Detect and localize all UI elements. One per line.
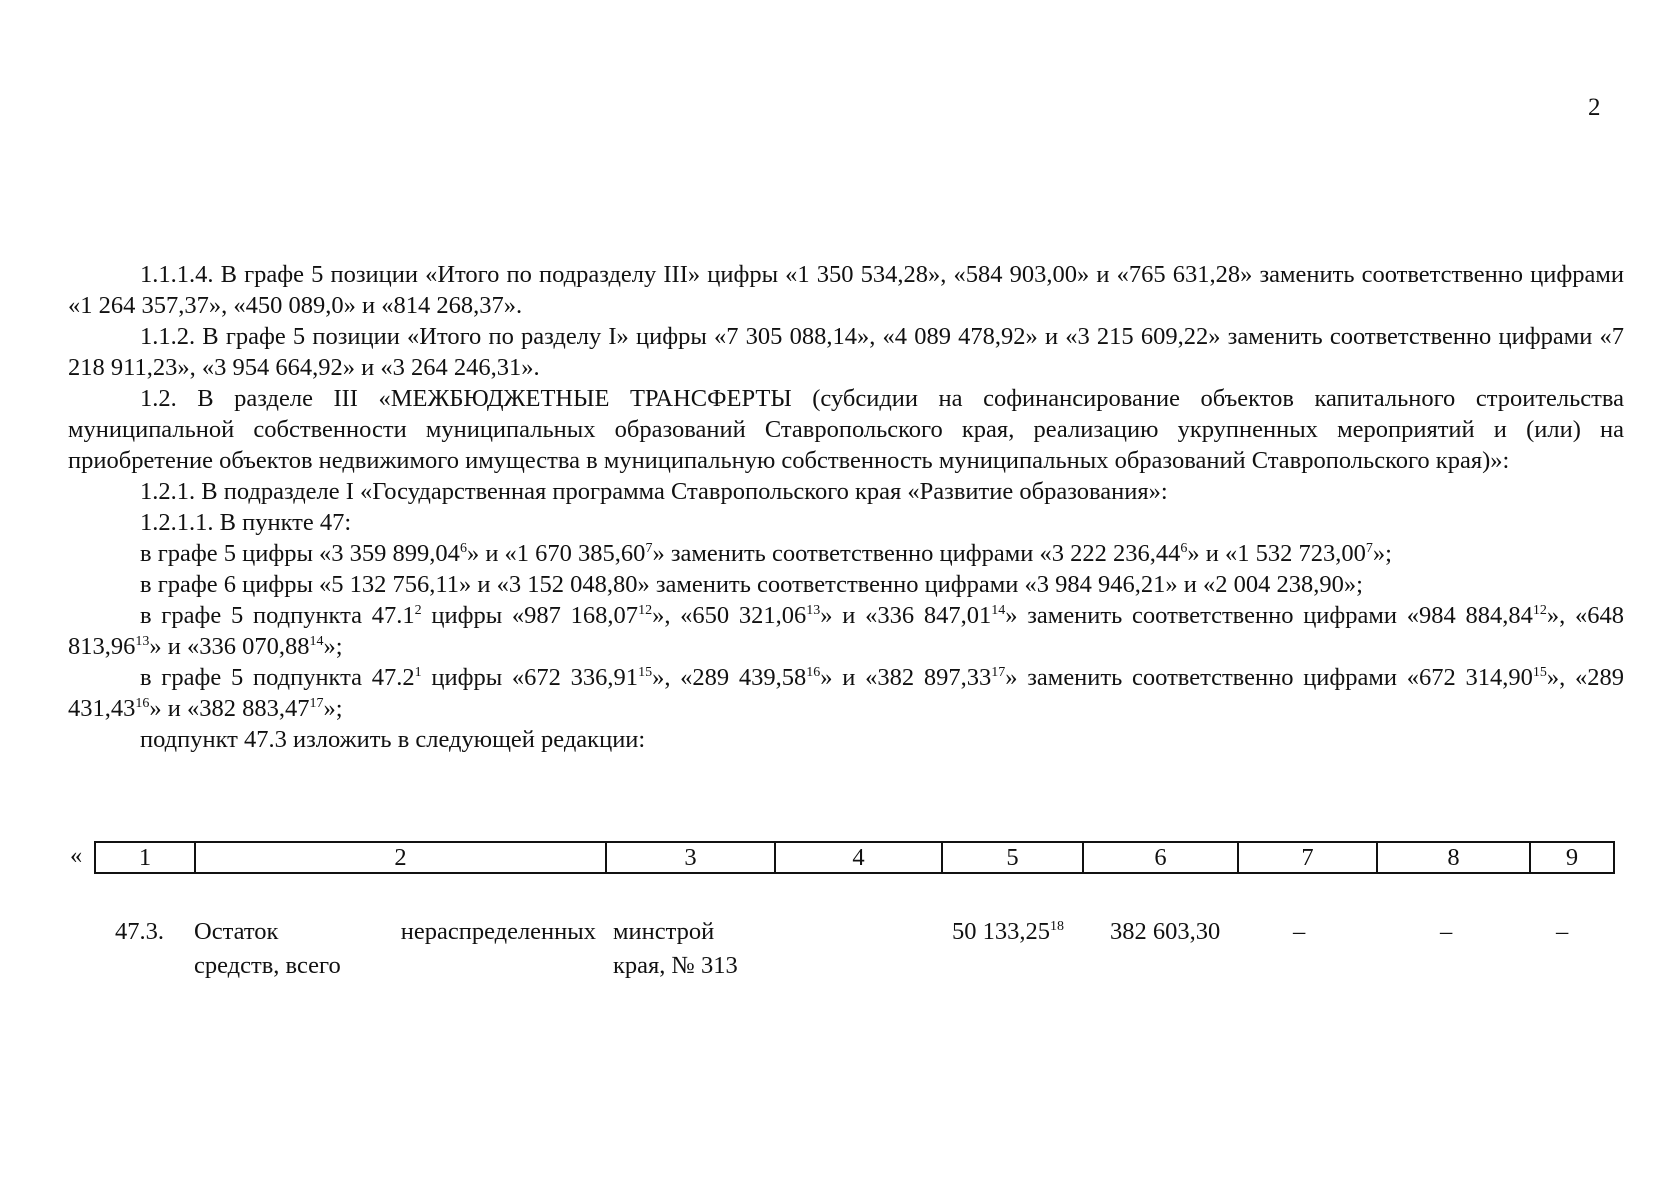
row-column-9-value: – [1556,918,1569,945]
text-run: » и «382 883,47 [149,695,310,722]
text-run: в графе 5 подпункта 47.1 [140,602,415,629]
text-run: в графе 5 цифры «3 359 899,04 [140,540,460,567]
paragraph-1-2-1-1: 1.2.1.1. В пункте 47: [140,509,352,536]
column-header: 6 [1083,842,1238,873]
footnote-ref: 16 [806,665,821,680]
text-run: » заменить соответственно цифрами «984 884,84 [1005,602,1533,629]
footnote-ref: 1 [414,665,422,680]
column-header: 7 [1238,842,1377,873]
footnote-ref: 7 [645,541,653,556]
footnote-ref: 6 [459,541,467,556]
row-column-8-value: – [1440,918,1453,945]
row-name-word: нераспределенных [400,918,596,945]
column-header: 4 [775,842,942,873]
column-header: 8 [1377,842,1530,873]
column-header: 9 [1530,842,1614,873]
text-run: в графе 5 подпункта 47.2 [140,664,415,691]
row-name-cell [194,915,596,983]
row-name-line-1 [194,915,596,949]
column-header: 2 [195,842,606,873]
footnote-ref: 17 [309,696,324,711]
text-run: »; [323,633,343,660]
row-name-word: Остаток [194,918,279,945]
text-run: », «289 439,58 [652,664,807,691]
column-header: 1 [95,842,195,873]
footnote-ref: 13 [135,634,150,649]
row-organization-line-1: минстрой [613,918,715,945]
text-run: » и «1 670 385,60 [466,540,646,567]
paragraph-column-5-amounts [68,538,1624,569]
paragraph-1-2: 1.2. В разделе III «МЕЖБЮДЖЕТНЫЕ ТРАНСФЕРТЫ (субсидии на софинансирование объектов капитального строительства муниципальной собственности муниципальных образований Ставропольского края, реализацию укрупненных мероприятий и (или) на приобретение объектов недвижимого имущества в муниципальную собственность муниципальных образований Ставропольского края)»: [68,385,1624,474]
paragraph-column-6-amounts: в графе 6 цифры «5 132 756,11» и «3 152 048,80» заменить соответственно цифрами «3 984 946,21» и «2 004 238,90»; [140,571,1363,598]
text-run: » и «1 532 723,00 [1187,540,1366,567]
header-row [95,842,1614,873]
text-run: »; [1372,540,1392,567]
paragraph-subitem-47-1-2 [68,600,1624,662]
row-number: 47.3. [115,918,164,945]
paragraph-1-1-1-4: 1.1.1.4. В графе 5 позиции «Итого по подразделу III» цифры «1 350 534,28», «584 903,00» и «765 631,28» заменить соответственно цифрами «1 264 357,37», «450 089,0» и «814 268,37». [68,261,1624,319]
amount-text: 50 133,25 [952,918,1050,945]
text-run: », «289 431,43 [68,664,1625,722]
footnote-ref: 2 [414,603,422,618]
paragraph-subitem-47-2-1 [68,662,1624,724]
row-organization-cell [613,915,773,983]
footnote-ref: 16 [135,696,150,711]
footnote-ref: 14 [991,603,1006,618]
column-header: 3 [606,842,775,873]
text-run: цифры «987 168,07 [421,602,639,629]
text-run: » и «336 070,88 [149,633,310,660]
footnote-ref: 13 [806,603,821,618]
text-run: » и «336 847,01 [820,602,992,629]
footnote-ref: 18 [1050,919,1064,934]
footnote-ref: 12 [1532,603,1547,618]
footnote-ref: 15 [638,665,653,680]
text-run: », «650 321,06 [652,602,807,629]
footnote-ref: 7 [1365,541,1373,556]
text-run: »; [323,695,343,722]
text-run: » и «382 897,33 [820,664,992,691]
column-header: 5 [942,842,1083,873]
paragraph-1-2-1: 1.2.1. В подразделе I «Государственная программа Ставропольского края «Развитие образования»: [140,478,1168,505]
row-organization-line-2: края, № 313 [613,952,738,979]
footnote-ref: 14 [309,634,324,649]
row-column-6-value: 382 603,30 [1110,918,1221,945]
footnote-ref: 6 [1180,541,1188,556]
opening-quote: « [70,842,83,869]
text-run: » заменить соответственно цифрами «672 314,90 [1005,664,1533,691]
paragraph-subitem-47-3-intro: подпункт 47.3 изложить в следующей редакции: [140,726,646,753]
text-run: цифры «672 336,91 [421,664,639,691]
row-column-7-value: – [1293,918,1306,945]
text-run: » заменить соответственно цифрами «3 222 236,44 [652,540,1181,567]
footnote-ref: 12 [638,603,653,618]
row-column-5-value [952,915,1064,949]
footnote-ref: 17 [991,665,1006,680]
page-number: 2 [1588,94,1601,121]
footnote-ref: 15 [1532,665,1547,680]
document-body [68,259,1624,755]
column-number-header [94,841,1615,874]
text-run: », «648 813,96 [68,602,1625,660]
row-name-line-2: средств, всего [194,952,341,979]
paragraph-1-1-2: 1.1.2. В графе 5 позиции «Итого по разделу I» цифры «7 305 088,14», «4 089 478,92» и «3 215 609,22» заменить соответственно цифрами «7 218 911,23», «3 954 664,92» и «3 264 246,31». [68,323,1624,381]
